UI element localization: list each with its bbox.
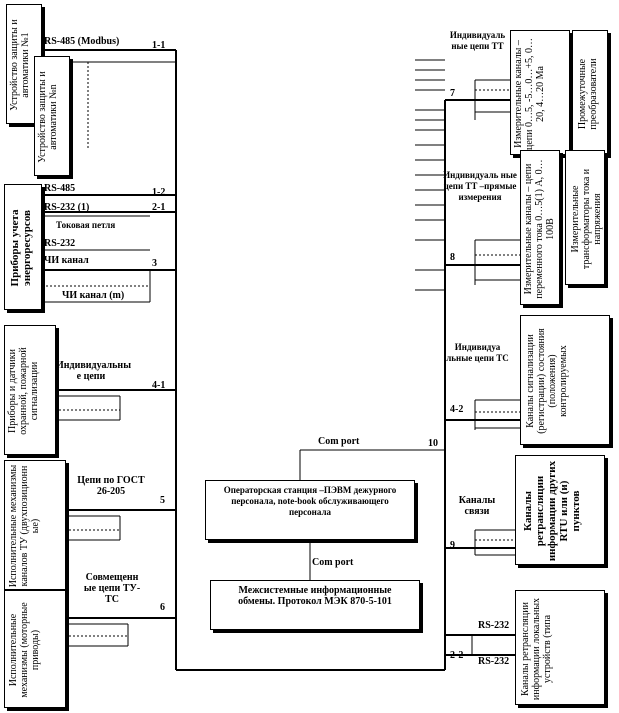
current-transformers-box	[565, 150, 605, 285]
measuring-channels-label: Измерительные каналы – цепи 0…5, -5…0…+5, 0…20, 4…20 Ма	[513, 38, 546, 150]
comm-channels-label: Каналы связи	[458, 495, 496, 517]
label-1-1: 1-1	[152, 40, 166, 51]
current-transformers-label: Измерительные трансформаторы тока и напряжения	[570, 168, 603, 270]
label-4-2: 4-2	[450, 404, 464, 415]
operator-station-box	[205, 480, 415, 540]
individual-tt-direct-label: Индивидуаль ные цепи ТТ –прямые измерения	[443, 170, 517, 202]
combined-circuits-label: Совмещенн ые цепи ТУ-ТС	[83, 572, 141, 605]
rs485-label: RS-485	[44, 183, 76, 194]
signaling-channels-box	[520, 315, 610, 445]
com-port-top-label: Com port	[318, 436, 360, 447]
gost-circuits-label: Цепи по ГОСТ 26-205	[77, 475, 145, 497]
retransmission-rtu-box	[515, 455, 605, 565]
label-3: 3	[152, 258, 157, 269]
chi-channel-m-label: ЧИ канал (m)	[62, 290, 125, 301]
device-n-box	[34, 56, 70, 176]
ac-channels-box	[520, 150, 560, 305]
com-port-mid-label: Com port	[312, 557, 354, 568]
signaling-channels-label: Каналы сигнализации (регистрации) состояния (положения) контролируемых	[525, 328, 569, 434]
label-2-1: 2-1	[152, 202, 166, 213]
label-7: 7	[450, 88, 455, 99]
sensors-box	[4, 325, 56, 455]
rs485-modbus-label: RS-485 (Modbus)	[44, 36, 120, 47]
actuators-drive-label: Исполнительные механизмы (моторные приводы)	[8, 602, 41, 698]
transducers-box	[572, 30, 608, 155]
label-9: 9	[450, 540, 455, 551]
device-1-label: Устройство защиты и автоматики №1	[9, 19, 31, 111]
individual-circuits-label: Индивидуальны е цепи	[56, 360, 132, 382]
transducers-label: Промежуточные преобразователи	[577, 58, 599, 130]
label-5: 5	[160, 495, 165, 506]
rs232-a-label: RS-232	[478, 620, 510, 631]
label-1-2: 1-2	[152, 187, 166, 198]
ac-channels-label: Измерительные каналы – цепи переменного тока 0…5(1) А, 0…100В	[523, 159, 556, 299]
actuators-tu-box	[4, 460, 66, 590]
measuring-channels-box	[510, 30, 570, 155]
rs232-label: RS-232	[44, 238, 76, 249]
meters-box	[4, 184, 42, 310]
individual-tc-label: Индивидуа льные цепи ТС	[446, 342, 509, 363]
intersystem-label: Межсистемные информационные обмены. Протокол МЭК 870-5-101	[238, 585, 392, 607]
label-8: 8	[450, 252, 455, 263]
chi-channel-label: ЧИ канал	[44, 255, 89, 266]
operator-station-label: Операторская станция –ПЭВМ дежурного персонала, note-book обслуживающего персонала	[223, 485, 397, 517]
retransmission-rtu-label: Каналы ретрансляции информации других RTU или (и) пунктов	[522, 460, 582, 562]
actuators-drive-box	[4, 590, 66, 708]
device-n-label: Устройство защиты и автоматики №n	[37, 71, 59, 163]
sensors-label: Приборы и датчики охранной, пожарной сигнализации	[7, 347, 40, 435]
label-10: 10	[428, 438, 438, 449]
label-4-1: 4-1	[152, 380, 166, 391]
label-6: 6	[160, 602, 165, 613]
individual-tt-label: Индивидуаль ные цепи ТТ	[449, 30, 506, 51]
rs232-b-label: RS-232	[478, 656, 510, 667]
rs232-1-label: RS-232 (1)	[44, 202, 90, 213]
label-2-2: 2-2	[450, 650, 464, 661]
current-loop-label: Токовая петля	[56, 220, 116, 230]
retransmission-local-label: Каналы ретрансляции информации локальных устройств (типа	[520, 597, 553, 701]
retransmission-local-box	[515, 590, 605, 705]
intersystem-box	[210, 580, 420, 630]
actuators-tu-label: Исполнительные механизмы каналов ТУ (двухпозиционн ые)	[8, 464, 41, 588]
meters-label: Приборы учета энергоресурсов	[9, 209, 33, 287]
